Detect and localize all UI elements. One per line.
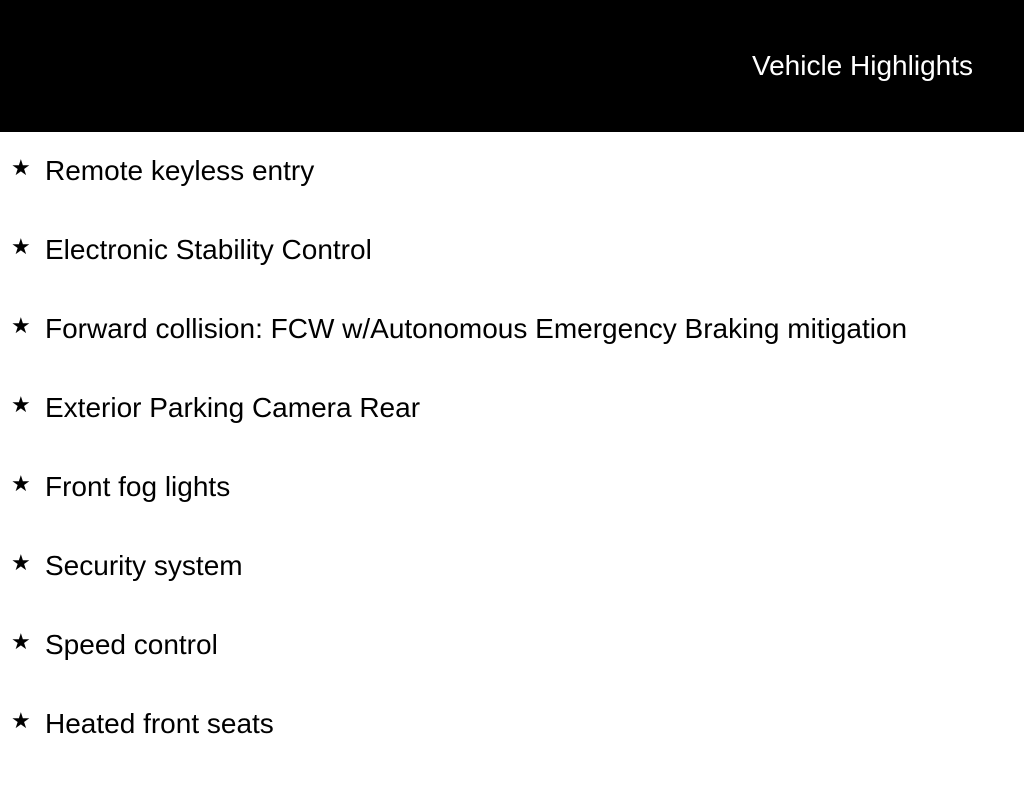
list-item-label: Exterior Parking Camera Rear [45, 392, 421, 423]
star-icon: ★ [11, 156, 31, 181]
list-item-label: Forward collision: FCW w/Autonomous Emergency Braking mitigation [45, 313, 908, 344]
list-item-label: Heated front seats [45, 708, 274, 739]
star-icon: ★ [11, 235, 31, 260]
star-icon: ★ [11, 630, 31, 655]
star-icon: ★ [11, 393, 31, 418]
list-item-label: Electronic Stability Control [45, 234, 372, 265]
list-item-label: Security system [45, 550, 243, 581]
star-icon: ★ [11, 314, 31, 339]
list-item-label: Speed control [45, 629, 218, 660]
star-icon: ★ [11, 709, 31, 734]
header-bar [0, 0, 1024, 132]
list-item-label: Front fog lights [45, 471, 231, 502]
star-icon: ★ [11, 551, 31, 576]
list-item-label: Remote keyless entry [45, 155, 315, 186]
page-title: Vehicle Highlights [751, 50, 973, 81]
star-icon: ★ [11, 472, 31, 497]
